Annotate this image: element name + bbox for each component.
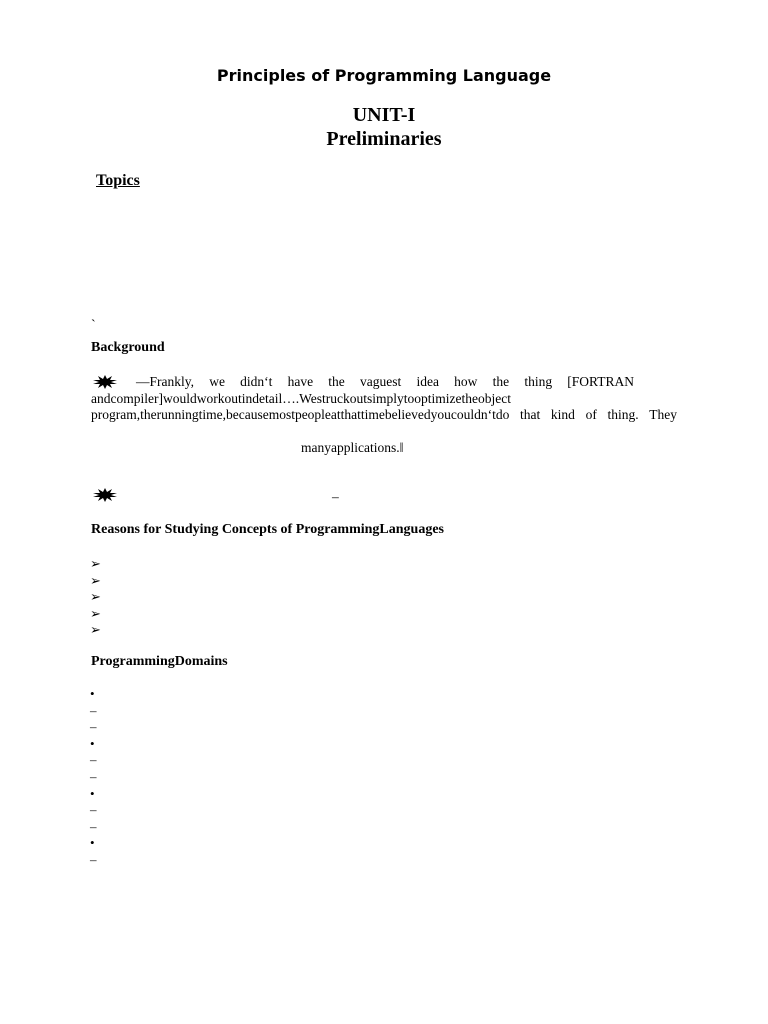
line-1-word: idea: [416, 374, 439, 389]
line-3-word: program,therunningtime,becausemostpeopleatthattimebelievedyoucouldn‘tdo: [91, 407, 510, 422]
line-1-word: we: [209, 374, 225, 389]
line-1-word: have: [287, 374, 314, 389]
stray-mark: `: [91, 318, 96, 333]
arrow-bullet-icon: ➢: [90, 572, 101, 588]
arrow-bullet-icon: ➢: [90, 556, 101, 571]
unit-heading: [0, 103, 768, 151]
domain-bullet: •: [90, 686, 95, 701]
domain-bullet: •: [90, 785, 95, 801]
line-3-word: thing.: [607, 407, 639, 422]
line-1-word: the: [328, 374, 345, 389]
domain-bullet: •: [90, 835, 95, 851]
background-heading: Background: [91, 340, 165, 355]
arrow-bullet-icon: ➢: [90, 622, 101, 637]
domain-subitem-dash: –: [90, 702, 97, 718]
starburst-icon: [93, 488, 117, 502]
arrow-bullet-icon: ➢: [90, 589, 101, 604]
background-dash: –: [332, 489, 339, 504]
domains-heading: ProgrammingDomains: [91, 654, 228, 669]
line-1-word: [FORTRAN: [567, 374, 634, 389]
line-3-word: They: [649, 407, 677, 422]
line-3-word: that: [520, 407, 541, 422]
domain-subitem-dash: –: [90, 769, 97, 784]
document-title: Principles of Programming Language: [216, 66, 552, 85]
background-quote-line-2: andcompiler]wouldworkoutindetail….Westruckoutsimplytooptimizetheobject: [91, 391, 511, 406]
background-quote-line-3: [91, 407, 677, 423]
line-1-word: how: [454, 374, 478, 389]
topics-heading: Topics: [96, 172, 140, 189]
domain-subitem-dash: –: [90, 719, 97, 735]
line-3-word: of: [585, 407, 597, 422]
line-1-word: ―Frankly,: [136, 374, 194, 389]
domain-subitem-dash: –: [90, 802, 97, 818]
domain-subitem-dash: –: [90, 852, 97, 867]
background-quote-line-1: [136, 374, 634, 390]
domain-bullet: •: [90, 735, 95, 751]
unit-subtitle: Preliminaries: [326, 128, 442, 150]
line-1-word: vaguest: [360, 374, 402, 389]
domain-subitem-dash: –: [90, 818, 97, 834]
starburst-icon: [93, 375, 117, 389]
line-1-word: thing: [524, 374, 553, 389]
line-1-word: didn‘t: [240, 374, 273, 389]
line-3-word: kind: [550, 407, 575, 422]
domain-subitem-dash: –: [90, 752, 97, 768]
arrow-bullet-icon: ➢: [90, 605, 101, 621]
reasons-heading: Reasons for Studying Concepts of ProgrammingLanguages: [91, 522, 445, 537]
line-1-word: the: [492, 374, 510, 389]
unit-label: UNIT-I: [352, 104, 416, 126]
background-quote-line-4: manyapplications.‖: [301, 440, 404, 455]
